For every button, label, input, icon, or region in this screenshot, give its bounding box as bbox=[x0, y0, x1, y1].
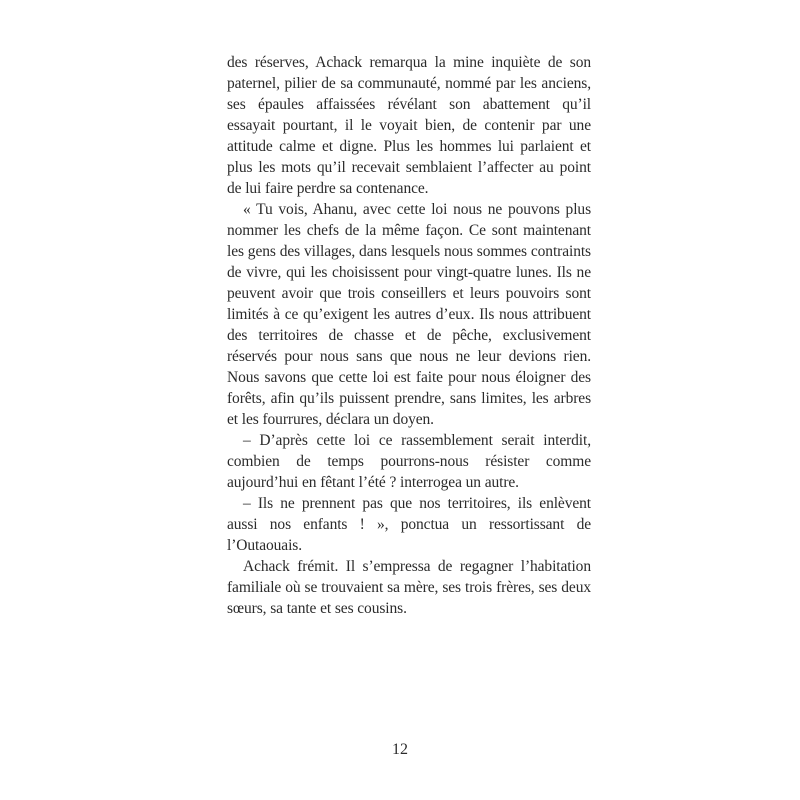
paragraph: Achack frémit. Il s’empressa de regagner l’habitation familiale où se trouvaient sa mère, ses trois frères, ses deux sœurs, sa tante et ses cousins. bbox=[227, 558, 591, 617]
paragraph: des réserves, Achack remarqua la mine inquiète de son paternel, pilier de sa communauté, nommé par les anciens, ses épaules affaissées révélant son abattement qu’il essayait pourtant, il le voyait bien, de contenir par une attitude calme et digne. Plus les hommes lui parlaient et plus les mots qu’il recevait semblaient l’affecter au point de lui faire perdre sa contenance. bbox=[227, 54, 591, 197]
paragraph: – D’après cette loi ce rassemblement serait interdit, combien de temps pourrons-nous résister comme aujourd’hui en fêtant l’été ? interrogea un autre. bbox=[227, 432, 591, 491]
page-number: 12 bbox=[392, 741, 408, 758]
paragraph: – Ils ne prennent pas que nos territoires, ils enlèvent aussi nos enfants ! », ponctua un ressortissant de l’Outaouais. bbox=[227, 495, 591, 554]
paragraph: « Tu vois, Ahanu, avec cette loi nous ne pouvons plus nommer les chefs de la même façon. Ce sont maintenant les gens des villages, dans lesquels nous sommes contraints de vivre, qui les choisissent pour vingt-quatre lunes. Ils ne peuvent avoir que trois conseillers et leurs pouvoirs sont limités à ce qu’exigent les autres d’eux. Ils nous attribuent des territoires de chasse et de pêche, exclusivement réservés pour nous sans que nous ne leur devions rien. Nous savons que cette loi est faite pour nous éloigner des forêts, afin qu’ils puissent prendre, sans limites, les arbres et les fourrures, déclara un doyen. bbox=[227, 201, 591, 428]
body-text bbox=[227, 52, 591, 619]
